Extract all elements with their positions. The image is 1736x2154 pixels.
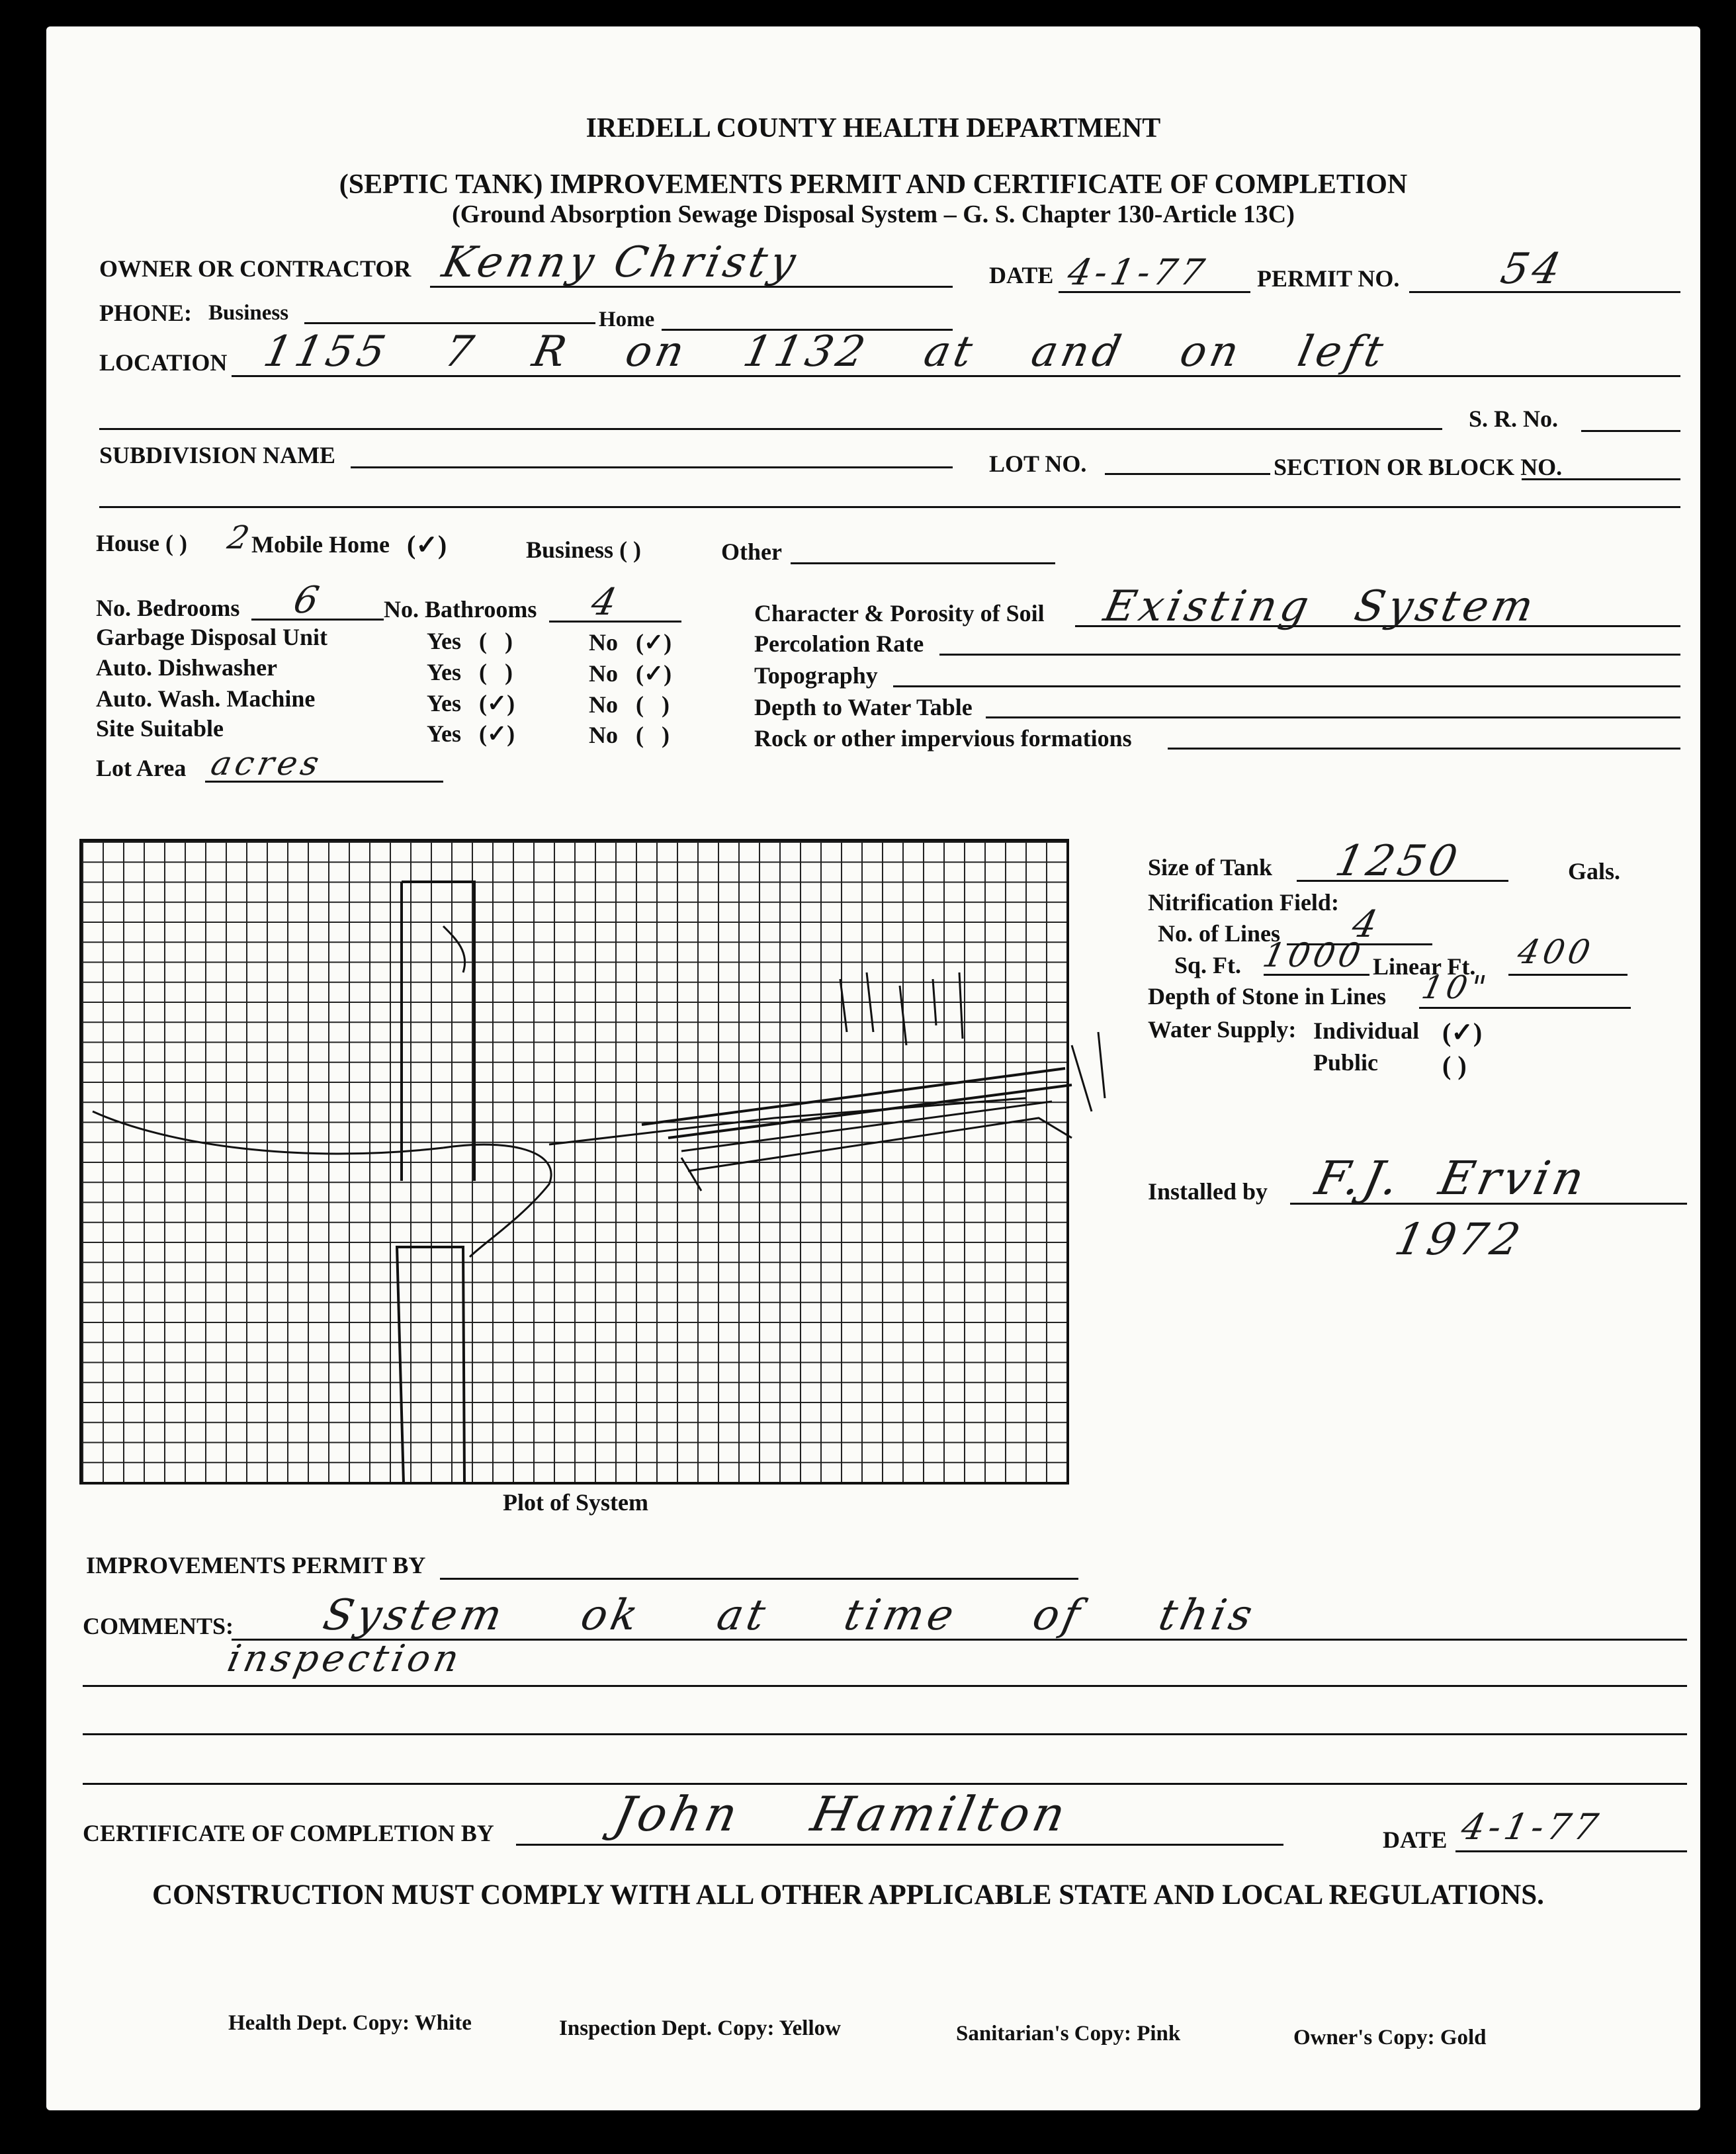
topography-label: Topography: [754, 662, 878, 689]
date-value: 4-1-77: [1064, 251, 1212, 293]
public-check: ( ): [1442, 1051, 1467, 1080]
linear-ft-value: 400: [1514, 933, 1598, 971]
individual-label: Individual: [1313, 1017, 1420, 1044]
public-label: Public: [1313, 1049, 1379, 1076]
mobile-home-check: (✓): [407, 530, 447, 560]
sqft-label: Sq. Ft.: [1174, 952, 1242, 978]
water-supply-label: Water Supply:: [1148, 1016, 1297, 1043]
other-label: Other: [721, 538, 782, 565]
bathrooms-value: 4: [587, 581, 625, 624]
lines-label: No. of Lines: [1158, 920, 1281, 947]
installed-by-value: F.J. Ervin: [1311, 1151, 1593, 1205]
water-table-label: Depth to Water Table: [754, 694, 973, 720]
certificate-date-label: DATE: [1383, 1827, 1448, 1853]
permit-value: 54: [1497, 245, 1569, 294]
improvements-permit-label: IMPROVEMENTS PERMIT BY: [86, 1552, 426, 1578]
location-label: LOCATION: [99, 349, 228, 376]
location-value: 1155 7 R on 1132 at and on left: [259, 327, 1391, 376]
section-block-label: SECTION OR BLOCK NO.: [1274, 454, 1563, 480]
certificate-label: CERTIFICATE OF COMPLETION BY: [83, 1820, 494, 1846]
individual-check: (✓): [1442, 1017, 1483, 1047]
owner-value: Kenny Christy: [438, 238, 804, 287]
soil-character-value: Existing System: [1100, 582, 1541, 631]
comments-line-1: System ok at time of this: [319, 1591, 1261, 1640]
department-heading: IREDELL COUNTY HEALTH DEPARTMENT: [586, 113, 1161, 144]
nitrification-label: Nitrification Field:: [1148, 889, 1339, 916]
site-suitable-label: Site Suitable: [96, 715, 224, 742]
regulations-notice: CONSTRUCTION MUST COMPLY WITH ALL OTHER APPLICABLE STATE AND LOCAL REGULATIONS.: [152, 1879, 1544, 1911]
lot-area-label: Lot Area: [96, 755, 187, 781]
tank-size-label: Size of Tank: [1148, 854, 1273, 881]
form-subtitle: (Ground Absorption Sewage Disposal System – G. S. Chapter 130-Article 13C): [452, 200, 1295, 228]
tank-size-value: 1250: [1331, 837, 1465, 886]
installed-year: 1972: [1390, 1214, 1529, 1265]
garbage-disposal-no: No (✓): [589, 629, 672, 656]
site-suitable-no: No ( ): [589, 722, 670, 748]
date-label: DATE: [989, 262, 1054, 288]
mobile-home-label: Mobile Home: [251, 531, 390, 558]
house-label: House ( ): [96, 530, 187, 556]
phone-label: PHONE:: [99, 300, 192, 326]
phone-business-label: Business: [208, 301, 289, 325]
plot-caption: Plot of System: [503, 1489, 648, 1516]
installed-by-label: Installed by: [1148, 1178, 1268, 1205]
owner-label: OWNER OR CONTRACTOR: [99, 255, 412, 282]
copy-sanitarian: Sanitarian's Copy: Pink: [956, 2022, 1181, 2046]
stone-depth-label: Depth of Stone in Lines: [1148, 983, 1387, 1010]
garbage-disposal-label: Garbage Disposal Unit: [96, 624, 328, 650]
dishwasher-label: Auto. Dishwasher: [96, 654, 278, 681]
linear-ft-label: Linear Ft.: [1373, 953, 1476, 980]
business-label: Business ( ): [526, 537, 642, 563]
comments-line-2: inspection: [224, 1637, 467, 1680]
comments-label: COMMENTS:: [83, 1613, 234, 1639]
copy-health-dept: Health Dept. Copy: White: [228, 2011, 472, 2035]
lot-no-label: LOT NO.: [989, 451, 1087, 477]
copy-inspection-dept: Inspection Dept. Copy: Yellow: [559, 2016, 841, 2040]
certificate-signature: John Hamilton: [609, 1786, 1074, 1842]
permit-label: PERMIT NO.: [1257, 265, 1400, 292]
mobile-count: 2: [224, 519, 257, 556]
subdivision-label: SUBDIVISION NAME: [99, 442, 336, 468]
sr-no-label: S. R. No.: [1469, 406, 1559, 432]
bathrooms-label: No. Bathrooms: [384, 596, 537, 623]
dishwasher-no: No (✓): [589, 660, 672, 687]
copy-owner: Owner's Copy: Gold: [1293, 2026, 1487, 2049]
dishwasher-yes: Yes ( ): [427, 659, 513, 685]
wash-machine-yes: Yes (✓): [427, 690, 515, 716]
sqft-value: 1000: [1259, 936, 1368, 974]
wash-machine-label: Auto. Wash. Machine: [96, 685, 316, 712]
permit-form: [46, 26, 1700, 2110]
lines-value: 4: [1348, 903, 1385, 946]
rock-formations-label: Rock or other impervious formations: [754, 725, 1132, 752]
garbage-disposal-yes: Yes ( ): [427, 628, 513, 654]
certificate-date-value: 4-1-77: [1457, 1806, 1606, 1848]
phone-home-label: Home: [599, 308, 655, 331]
soil-character-label: Character & Porosity of Soil: [754, 600, 1045, 626]
wash-machine-no: No ( ): [589, 691, 670, 718]
bedrooms-value: 6: [290, 579, 327, 622]
percolation-label: Percolation Rate: [754, 630, 924, 657]
form-title: (SEPTIC TANK) IMPROVEMENTS PERMIT AND CERTIFICATE OF COMPLETION: [339, 169, 1408, 200]
stone-depth-value: 10": [1418, 969, 1494, 1006]
site-suitable-yes: Yes (✓): [427, 720, 515, 747]
gals-label: Gals.: [1568, 858, 1621, 884]
bedrooms-label: No. Bedrooms: [96, 595, 240, 621]
lot-area-value: acres: [207, 744, 327, 783]
